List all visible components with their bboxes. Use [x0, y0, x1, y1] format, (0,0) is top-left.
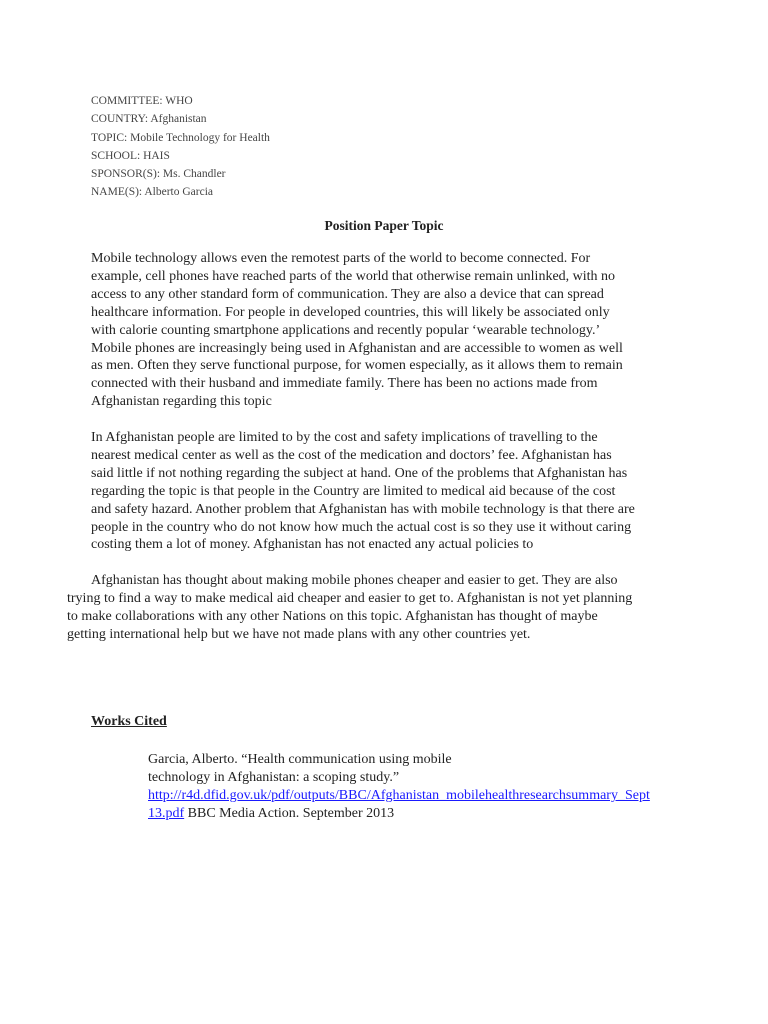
paragraph-line: people in the country who do not know how much the actual cost is so they use it without caring	[91, 519, 632, 535]
paragraph-line: healthcare information. For people in developed countries, this will likely be associated only	[91, 304, 610, 320]
paragraph-line: regarding the topic is that people in the Country are limited to medical aid because of the cost	[91, 483, 616, 499]
paragraph-line: connected with their husband and immediate family. There has been no actions made from	[91, 376, 598, 392]
paragraph-line: Mobile technology allows even the remotest parts of the world to become connected. For	[91, 251, 591, 266]
sponsor-line: SPONSOR(S): Ms. Chandler	[91, 168, 226, 181]
paragraph-line: trying to find a way to make medical aid cheaper and easier to get to. Afghanistan is not yet planning	[67, 590, 633, 606]
paragraph-line: getting international help but we have not made plans with any other countries yet.	[67, 626, 531, 642]
paragraph-line: Afghanistan regarding this topic	[91, 394, 272, 410]
topic-line: TOPIC: Mobile Technology for Health	[91, 131, 270, 144]
citation-link[interactable]: http://r4d.dfid.gov.uk/pdf/outputs/BBC/Afghanistan_mobilehealthresearchsummary_Sept	[148, 788, 650, 803]
paragraph-3	[67, 572, 632, 644]
paragraph-line: with calorie counting smartphone applications and recently popular ‘wearable technology.’	[91, 322, 601, 338]
citation-source: BBC Media Action. September 2013	[184, 806, 395, 821]
school-line: SCHOOL: HAIS	[91, 149, 170, 162]
page-title: Position Paper Topic	[324, 218, 444, 233]
citation-line: technology in Afghanistan: a scoping study.”	[148, 770, 400, 785]
paragraph-line: access to any other standard form of communication. They are also a device that can spread	[91, 286, 604, 302]
paragraph-line: Mobile phones are increasingly being used in Afghanistan and are accessible to women as well	[91, 340, 623, 356]
paragraph-line: and safety hazard. Another problem that Afghanistan has with mobile technology is that there are	[91, 501, 635, 517]
paragraph-line: In Afghanistan people are limited to by the cost and safety implications of travelling to the	[91, 430, 598, 445]
paragraph-line: costing them a lot of money. Afghanistan has not enacted any actual policies to	[91, 537, 534, 553]
paragraph-line: nearest medical center as well as the cost of the medication and doctors’ fee. Afghanistan has	[91, 447, 612, 463]
paragraph-line: said little if not nothing regarding the subject at hand. One of the problems that Afghanistan has	[91, 465, 628, 481]
paragraph-2	[91, 429, 635, 554]
citation-link-continued[interactable]: 13.pdf	[148, 806, 185, 821]
paragraph-line: as men. Often they serve functional purpose, for women especially, as it allows them to remain	[91, 358, 623, 374]
paragraph-1	[91, 250, 623, 411]
works-cited-heading: Works Cited	[91, 714, 167, 729]
paragraph-line: to make collaborations with any other Nations on this topic. Afghanistan has thought of maybe	[67, 608, 598, 624]
country-line: COUNTRY: Afghanistan	[91, 113, 207, 126]
paragraph-line: example, cell phones have reached parts of the world that otherwise remain unlinked, with no	[91, 268, 616, 284]
citation-entry	[148, 751, 650, 823]
citation-line: Garcia, Alberto. “Health communication using mobile	[148, 752, 452, 767]
committee-line: COMMITTEE: WHO	[91, 95, 193, 107]
names-line: NAME(S): Alberto Garcia	[91, 186, 213, 199]
paragraph-line: Afghanistan has thought about making mobile phones cheaper and easier to get. They are also	[91, 573, 618, 588]
header-block	[91, 92, 270, 202]
